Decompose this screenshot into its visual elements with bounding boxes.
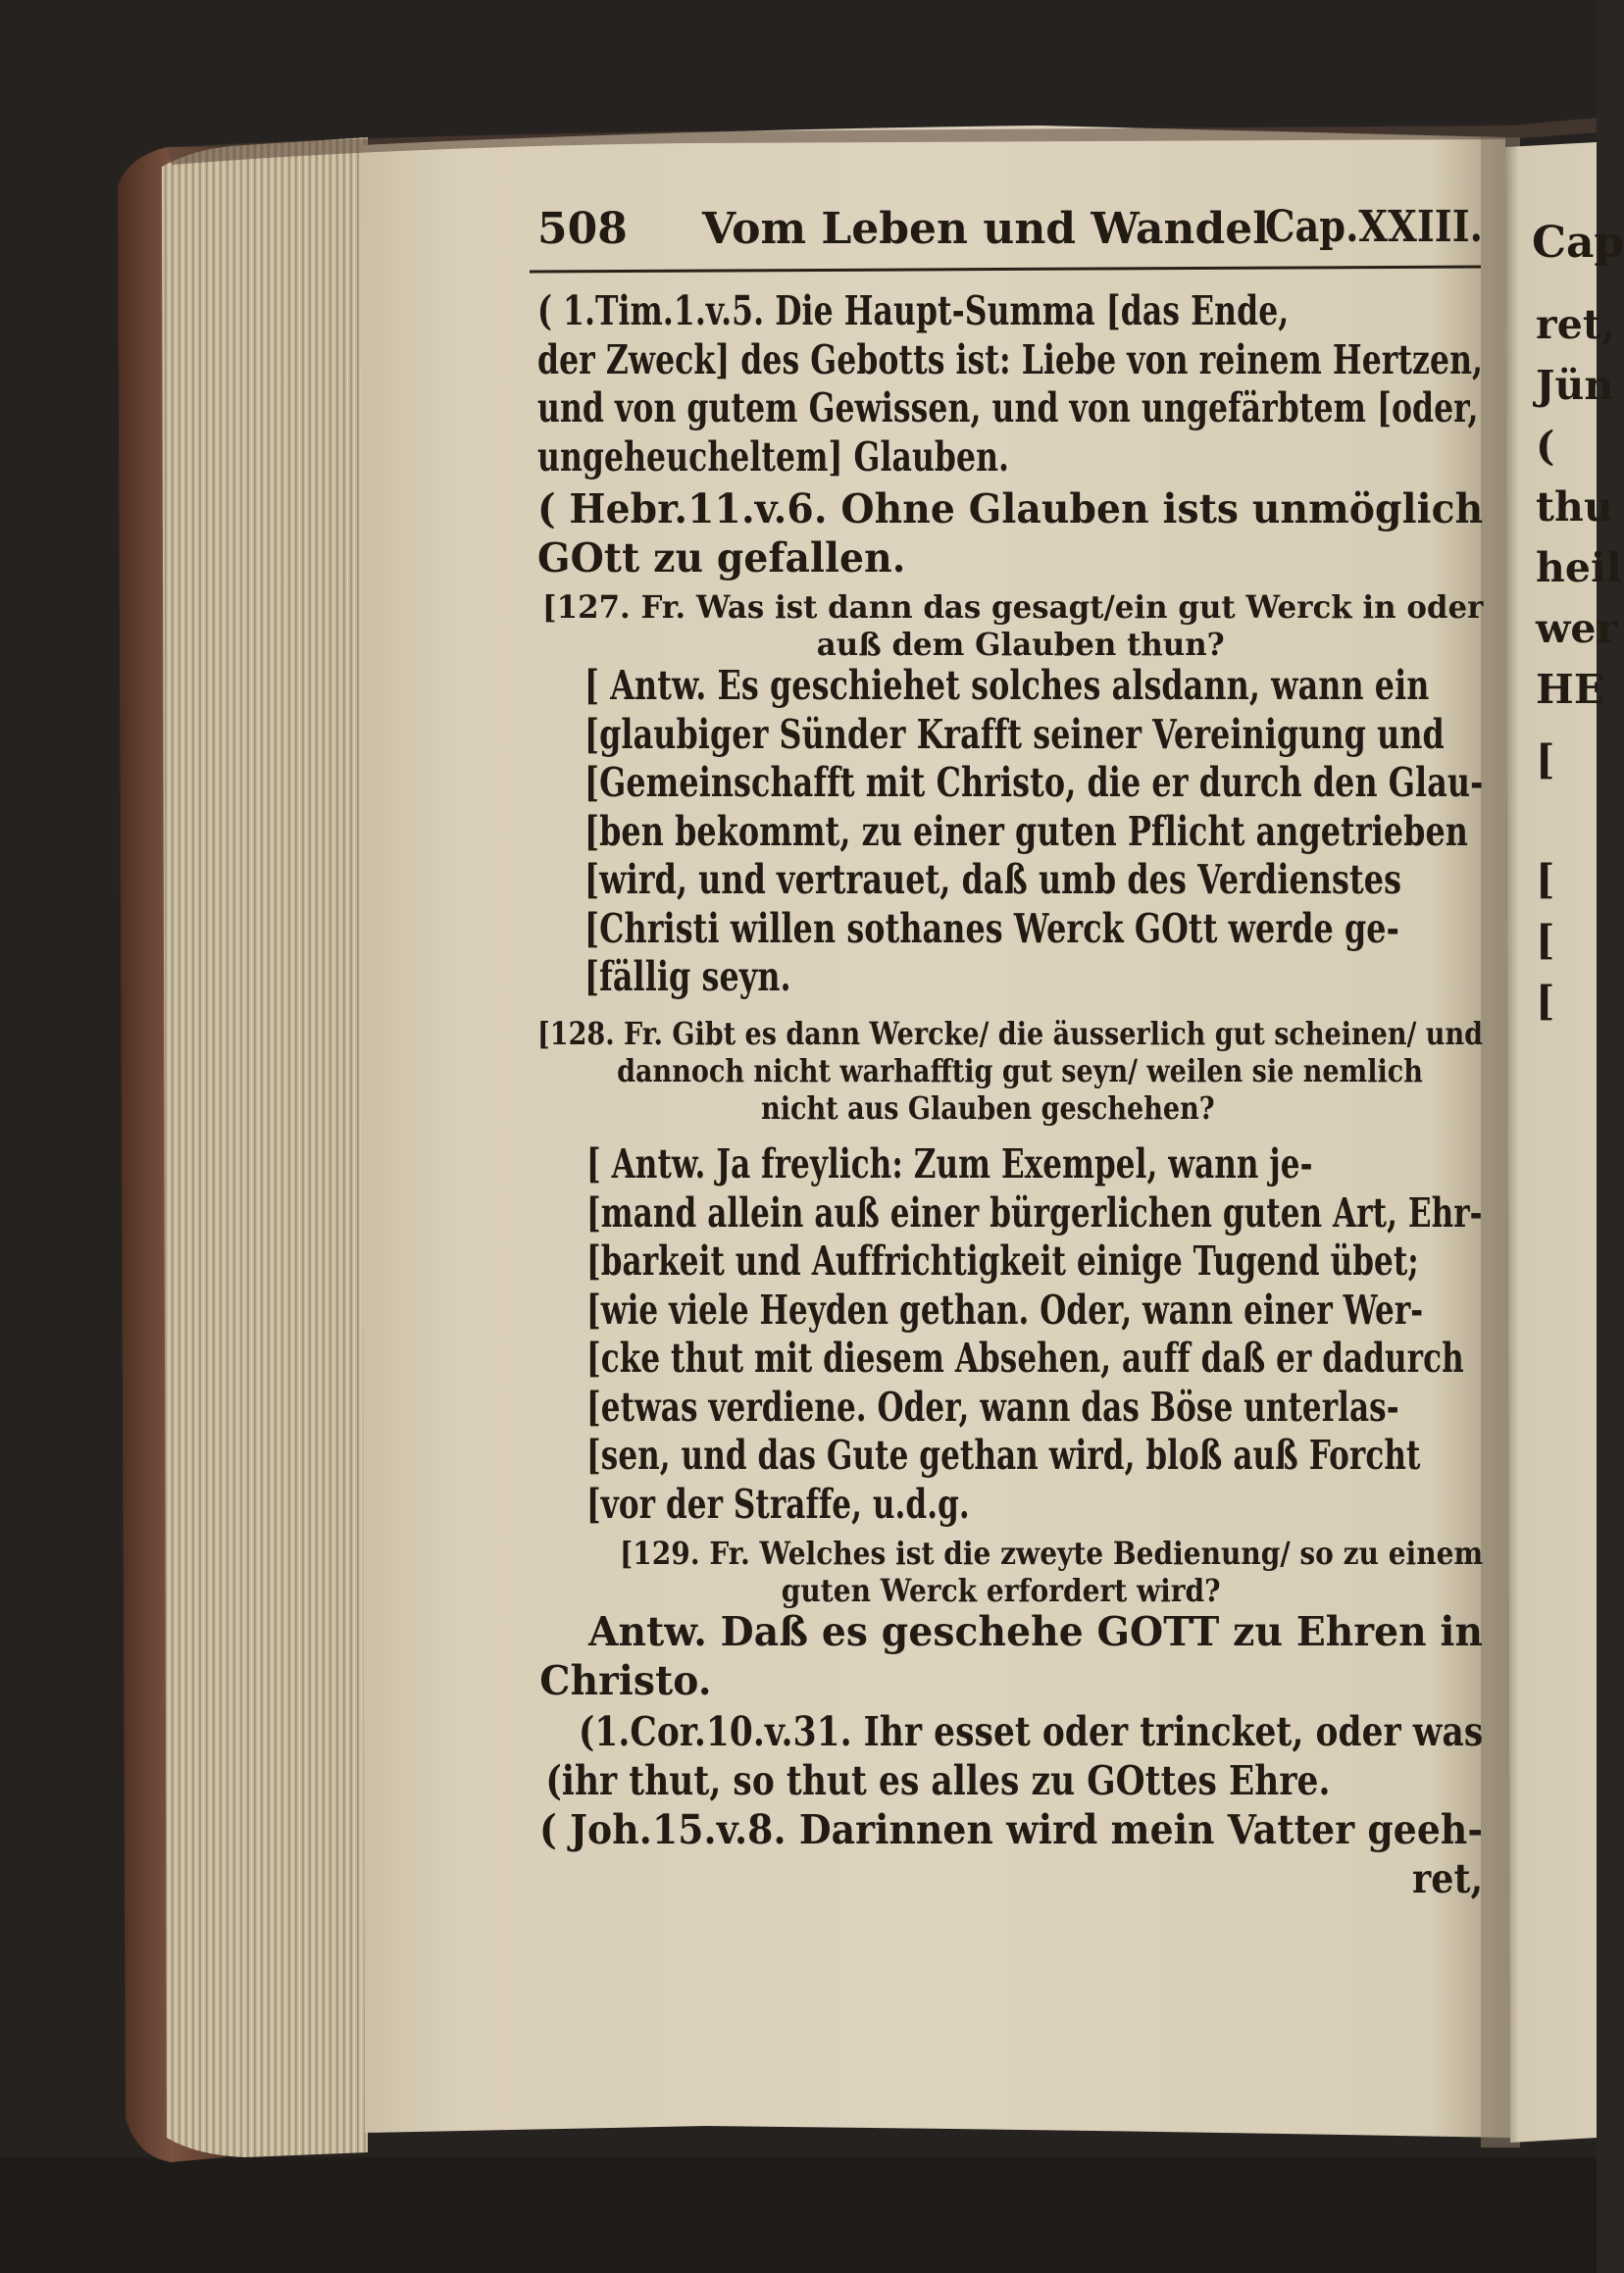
text-line: [ <box>1536 978 1555 1025</box>
text-line: [ben bekommt, zu einer guten Pflicht angetrieben <box>584 807 1468 855</box>
right-page <box>1505 142 1597 2143</box>
facing-page-header: Cap <box>1532 218 1624 268</box>
text-line: ( Joh.15.v.8. Darinnen wird mein Vatter geeh- <box>539 1806 1484 1853</box>
catchword: ret, <box>1412 1855 1484 1902</box>
page-edges-left <box>162 137 368 2157</box>
text-line: ret, <box>1536 301 1616 348</box>
text-line: Christo. <box>539 1656 712 1704</box>
text-line: [glaubiger Sünder Krafft seiner Vereinigung und <box>584 710 1445 758</box>
text-line: heil <box>1536 544 1622 591</box>
text-line: nicht aus Glauben geschehen? <box>761 1089 1215 1127</box>
text-line: [Gemeinschafft mit Christo, die er durch den Glau- <box>584 759 1484 806</box>
text-line: und von gutem Gewissen, und von ungefärbtem [oder, <box>537 384 1479 431</box>
text-line: ungeheucheltem] Glauben. <box>537 432 1010 480</box>
text-line: [ <box>1536 917 1555 964</box>
text-line: [ <box>1536 736 1555 783</box>
text-line: [wird, und vertrauet, daß umb des Verdienstes <box>584 856 1402 903</box>
text-line: [wie viele Heyden gethan. Oder, wann einer Wer- <box>586 1286 1424 1334</box>
text-line: [Christi willen sothanes Werck GOtt werde ge- <box>584 904 1399 952</box>
text-line: [sen, und das Gute gethan wird, bloß auß Forcht <box>586 1432 1421 1479</box>
text-line: Antw. Daß es geschehe GOTT zu Ehren in <box>588 1608 1484 1655</box>
text-line: thu <box>1536 483 1613 530</box>
background-shadow <box>0 2157 1597 2273</box>
text-line: [vor der Straffe, u.d.g. <box>586 1480 970 1528</box>
text-line: [127. Fr. Was ist dann das gesagt/ein gut Werck in oder <box>542 588 1484 626</box>
text-line: [128. Fr. Gibt es dann Wercke/ die äusserlich gut scheinen/ und <box>537 1015 1484 1052</box>
text-line: Jün <box>1536 362 1614 409</box>
page-number: 508 <box>537 204 628 254</box>
text-line: dannoch nicht warhafftig gut seyn/ weilen sie nemlich <box>617 1052 1423 1089</box>
running-title: Vom Leben und Wandel <box>702 204 1269 254</box>
chapter-heading: Cap.XXIII. <box>1265 202 1483 252</box>
text-line: [mand allein auß einer bürgerlichen guten Art, Ehr- <box>586 1188 1483 1237</box>
text-line: der Zweck] des Gebotts ist: Liebe von reinem Hertzen, <box>537 335 1484 383</box>
text-line: (1.Cor.10.v.31. Ihr esset oder trincket, oder was <box>579 1708 1484 1755</box>
text-line: ( <box>1536 423 1555 470</box>
text-line: [etwas verdiene. Oder, wann das Böse unterlas- <box>586 1383 1399 1431</box>
text-line: [ Antw. Ja freylich: Zum Exempel, wann je- <box>586 1140 1313 1187</box>
text-line: ( 1.Tim.1.v.5. Die Haupt-Summa [das Ende, <box>537 287 1290 334</box>
text-line: guten Werck erfordert wird? <box>781 1572 1221 1609</box>
text-line: (ihr thut, so thut es alles zu GOttes Ehre. <box>545 1756 1331 1804</box>
text-line: [ <box>1536 856 1555 903</box>
text-line: wer <box>1536 605 1618 652</box>
text-line: ( Hebr.11.v.6. Ohne Glauben ists unmöglich <box>537 485 1484 532</box>
text-line: [ Antw. Es geschiehet solches alsdann, wann ein <box>584 662 1430 709</box>
left-page <box>361 126 1510 2138</box>
text-line: [barkeit und Auffrichtigkeit einige Tugend übet; <box>586 1238 1419 1285</box>
text-line: GOtt zu gefallen. <box>537 533 906 581</box>
text-line: [cke thut mit diesem Absehen, auff daß er dadurch <box>586 1335 1464 1382</box>
text-line: auß dem Glauben thun? <box>816 626 1225 663</box>
text-line: [fällig seyn. <box>584 953 791 1000</box>
text-line: [129. Fr. Welches ist die zweyte Bedienung/ so zu einem <box>620 1535 1484 1572</box>
text-line: HE <box>1536 666 1605 713</box>
